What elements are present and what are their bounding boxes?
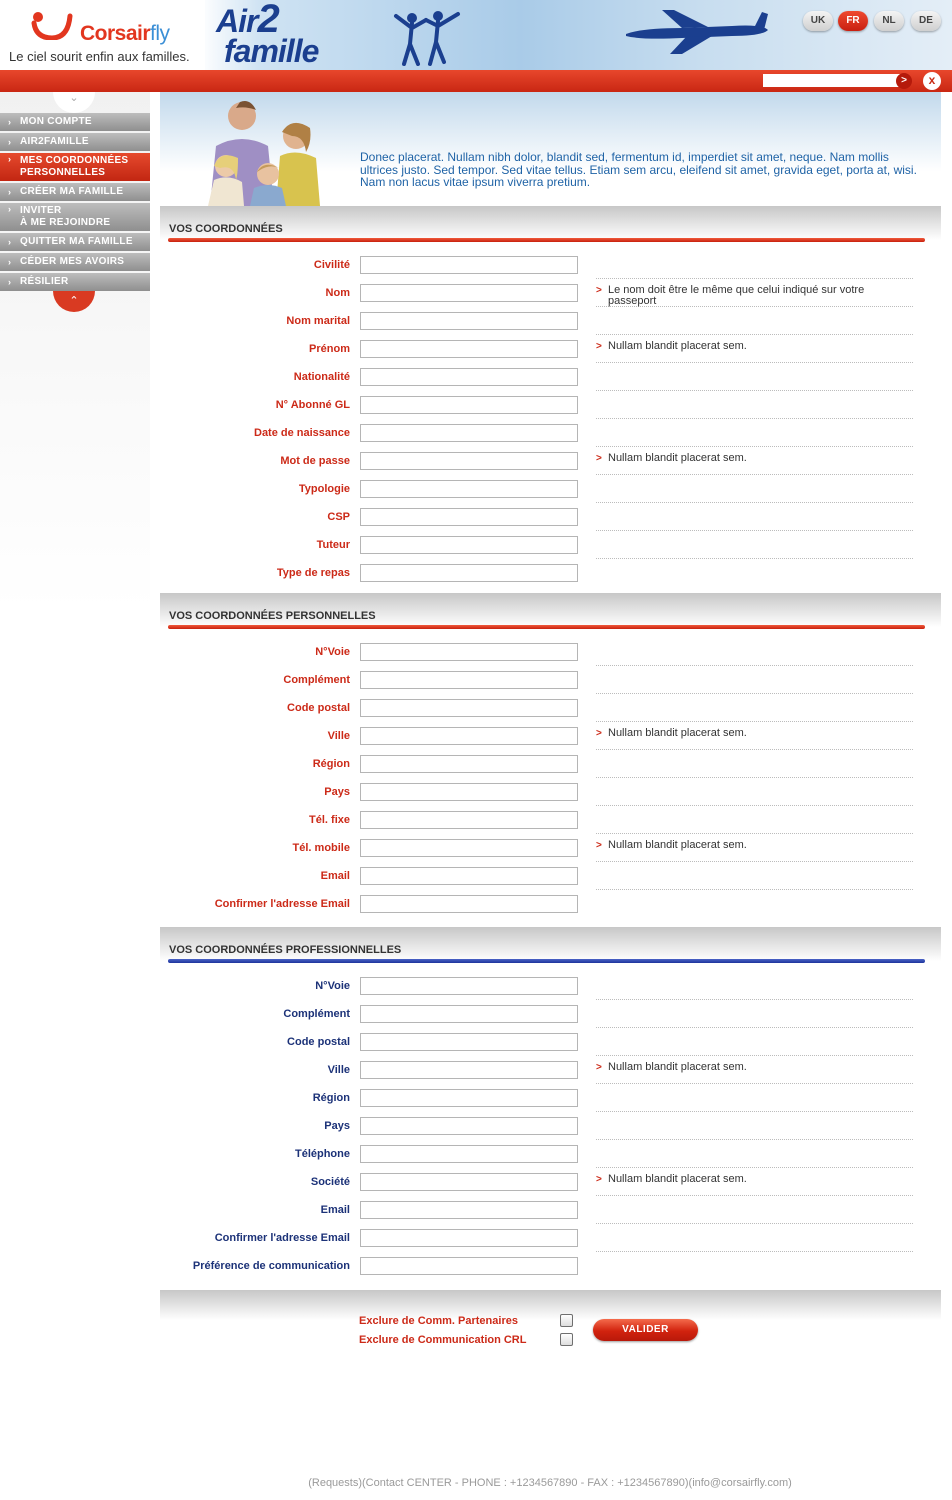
field-label: Tél. fixe — [309, 814, 350, 826]
sidebar-item-quitter-famille[interactable]: › QUITTER MA FAMILLE — [0, 233, 150, 251]
form-row — [160, 396, 941, 424]
field-label: Complément — [283, 674, 350, 686]
sidebar-item-creer-famille[interactable]: › CRÉER MA FAMILLE — [0, 183, 150, 201]
form-row — [160, 312, 941, 340]
form-row — [160, 564, 941, 592]
chevron-right-icon: › — [8, 237, 12, 247]
close-button[interactable]: x — [923, 72, 941, 90]
note-arrow-icon: > — [596, 840, 602, 851]
field-label: Confirmer l'adresse Email — [214, 898, 350, 910]
field-input[interactable] — [360, 811, 578, 829]
footer-contact: (Requests)(Contact CENTER - PHONE : +1234567890 - FAX : +1234567890)(info@corsairfly.com) — [308, 1477, 792, 1489]
form-row — [160, 1257, 941, 1285]
bottom-band — [160, 1290, 941, 1320]
exclude-partners-label: Exclure de Comm. Partenaires — [359, 1315, 518, 1327]
section-title: VOS COORDONNÉES PROFESSIONNELLES — [169, 944, 402, 956]
lang-de-button[interactable]: DE — [911, 11, 941, 31]
note-arrow-icon: > — [596, 453, 602, 464]
form-row — [160, 1173, 941, 1201]
field-label: Ville — [327, 730, 350, 742]
field-label: N°Voie — [315, 980, 350, 992]
note-text: Nullam blandit placerat sem. — [608, 452, 747, 464]
field-input[interactable] — [360, 424, 578, 442]
field-note — [596, 394, 913, 419]
field-label: N° Abonné GL — [275, 399, 350, 411]
form-row — [160, 1229, 941, 1257]
field-note — [596, 1199, 913, 1224]
field-label: Prénom — [309, 343, 350, 355]
header — [0, 0, 952, 70]
field-note — [596, 837, 913, 862]
form-row — [160, 284, 941, 312]
sidebar-item-mon-compte[interactable]: › MON COMPTE — [0, 113, 150, 131]
field-note — [596, 1171, 913, 1196]
field-label: Préférence de communication — [192, 1260, 350, 1272]
field-note — [596, 562, 913, 586]
sidebar-menu — [0, 113, 150, 293]
form-row — [160, 1089, 941, 1117]
field-label: Civilité — [313, 259, 350, 271]
field-note — [596, 1003, 913, 1028]
chevron-down-icon: ⌄ — [69, 92, 79, 104]
form-row — [160, 699, 941, 727]
field-input[interactable] — [360, 340, 578, 358]
field-input[interactable] — [360, 256, 578, 274]
note-arrow-icon: > — [596, 1174, 602, 1185]
note-text: Nullam blandit placerat sem. — [608, 839, 747, 851]
exclude-partners-checkbox[interactable] — [560, 1314, 573, 1327]
field-note — [596, 641, 913, 666]
field-note — [596, 1059, 913, 1084]
sidebar-item-ceder-avoirs[interactable]: › CÉDER MES AVOIRS — [0, 253, 150, 271]
form-row — [160, 1061, 941, 1089]
field-input[interactable] — [360, 1229, 578, 1247]
section-divider — [168, 625, 925, 629]
field-label: Tél. mobile — [292, 842, 350, 854]
form-row — [160, 1005, 941, 1033]
field-input[interactable] — [360, 480, 578, 498]
field-input[interactable] — [360, 839, 578, 857]
field-note — [596, 1031, 913, 1056]
sidebar — [0, 92, 150, 612]
field-input[interactable] — [360, 1061, 578, 1079]
chevron-right-icon: › — [8, 154, 12, 164]
note-text: Nullam blandit placerat sem. — [608, 1173, 747, 1185]
section-divider — [168, 959, 925, 963]
field-label: Typologie — [298, 483, 350, 495]
field-note — [596, 1143, 913, 1168]
field-note — [596, 282, 913, 307]
field-note — [596, 338, 913, 363]
field-note — [596, 506, 913, 531]
exclude-crl-label: Exclure de Communication CRL — [359, 1334, 527, 1346]
field-note — [596, 254, 913, 279]
search-input[interactable] — [763, 74, 904, 87]
field-label: Tuteur — [316, 539, 350, 551]
lang-nl-button[interactable]: NL — [874, 11, 904, 31]
field-label: Pays — [324, 1120, 350, 1132]
field-input[interactable] — [360, 755, 578, 773]
form-row — [160, 727, 941, 755]
field-note — [596, 725, 913, 750]
form-row — [160, 839, 941, 867]
form-row — [160, 755, 941, 783]
field-note — [596, 781, 913, 806]
sidebar-item-mes-coordonnees[interactable]: › MES COORDONNÉES PERSONNELLES — [0, 153, 150, 181]
form-row — [160, 452, 941, 480]
chevron-right-icon: › — [8, 277, 12, 287]
family-photo — [180, 96, 330, 206]
note-text: Le nom doit être le même que celui indiqué sur votre passeport — [608, 284, 865, 307]
field-input[interactable] — [360, 368, 578, 386]
brand-name: Corsairfly — [80, 22, 170, 45]
form-row — [160, 895, 941, 923]
lang-fr-button[interactable]: FR — [838, 11, 868, 31]
section-header-professionnelles — [160, 927, 941, 961]
chevron-up-icon: ⌃ — [69, 295, 79, 307]
form-row — [160, 480, 941, 508]
field-note — [596, 422, 913, 447]
field-input[interactable] — [360, 867, 578, 885]
field-input[interactable] — [360, 1089, 578, 1107]
section-divider — [168, 238, 925, 242]
plane-icon — [622, 6, 772, 56]
chevron-right-icon: › — [8, 137, 12, 147]
note-arrow-icon: > — [596, 341, 602, 352]
section-header-coordonnees — [160, 206, 941, 240]
form-row — [160, 977, 941, 1005]
field-input[interactable] — [360, 1005, 578, 1023]
field-input[interactable] — [360, 643, 578, 661]
sidebar-item-inviter[interactable]: › INVITER À ME REJOINDRE — [0, 203, 150, 231]
field-label: Code postal — [287, 1036, 350, 1048]
field-label: Email — [320, 870, 350, 882]
field-input[interactable] — [360, 699, 578, 717]
intro-text: Donec placerat. Nullam nibh dolor, blandit sed, fermentum id, imperdiet sit amet, neque. Nam mollis ultrices justo. Sed tempor. Sed vitae tellus. Etiam sem arcu, eleifend sit amet, gravida eget, porta at, wisi. Nam non lacus vitae ipsum viverra pretium. — [360, 150, 917, 189]
field-note — [596, 1227, 913, 1252]
note-text: Nullam blandit placerat sem. — [608, 340, 747, 352]
field-note — [596, 809, 913, 834]
field-input[interactable] — [360, 1257, 578, 1275]
field-note — [596, 893, 913, 917]
field-note — [596, 865, 913, 890]
field-label: Confirmer l'adresse Email — [214, 1232, 350, 1244]
section-title: VOS COORDONNÉES — [169, 223, 283, 235]
field-input[interactable] — [360, 727, 578, 745]
field-note — [596, 753, 913, 778]
field-input[interactable] — [360, 1173, 578, 1191]
note-text: Nullam blandit placerat sem. — [608, 1061, 747, 1073]
valider-button[interactable]: VALIDER — [593, 1319, 698, 1341]
field-note — [596, 366, 913, 391]
field-input[interactable] — [360, 396, 578, 414]
form-row — [160, 1201, 941, 1229]
form-row — [160, 867, 941, 895]
field-input[interactable] — [360, 671, 578, 689]
intro-banner — [160, 92, 941, 206]
exclude-crl-checkbox[interactable] — [560, 1333, 573, 1346]
form-row — [160, 368, 941, 396]
air2famille-logo: Air2 famille — [216, 0, 319, 69]
form-row — [160, 643, 941, 671]
family-silhouette-icon — [392, 8, 464, 66]
field-label: Complément — [283, 1008, 350, 1020]
form-row — [160, 1033, 941, 1061]
note-arrow-icon: > — [596, 728, 602, 739]
section-header-personnelles — [160, 593, 941, 627]
field-note — [596, 1087, 913, 1112]
field-label: Nom marital — [286, 315, 350, 327]
form-row — [160, 536, 941, 564]
form-row — [160, 424, 941, 452]
search-go-button[interactable]: > — [896, 73, 912, 89]
tagline: Le ciel sourit enfin aux familles. — [9, 49, 190, 64]
form-row — [160, 340, 941, 368]
field-note — [596, 1255, 913, 1279]
chevron-right-icon: › — [8, 117, 12, 127]
field-input[interactable] — [360, 1117, 578, 1135]
field-input[interactable] — [360, 1033, 578, 1051]
lang-uk-button[interactable]: UK — [803, 11, 833, 31]
scroll-down-knob[interactable] — [53, 291, 95, 312]
field-label: N°Voie — [315, 646, 350, 658]
form-row — [160, 508, 941, 536]
field-label: Nationalité — [293, 371, 350, 383]
field-label: Pays — [324, 786, 350, 798]
field-note — [596, 1115, 913, 1140]
field-input[interactable] — [360, 312, 578, 330]
sidebar-item-air2famille[interactable]: › AIR2FAMILLE — [0, 133, 150, 151]
field-input[interactable] — [360, 783, 578, 801]
chevron-right-icon: › — [8, 204, 12, 214]
field-input[interactable] — [360, 1201, 578, 1219]
corsairfly-logo[interactable] — [0, 0, 205, 70]
field-input[interactable] — [360, 977, 578, 995]
field-input[interactable] — [360, 895, 578, 913]
field-note — [596, 450, 913, 475]
field-label: Région — [312, 1092, 350, 1104]
form-row — [160, 783, 941, 811]
scroll-up-knob[interactable] — [53, 92, 95, 113]
field-label: Téléphone — [294, 1148, 350, 1160]
field-label: Mot de passe — [280, 455, 350, 467]
field-note — [596, 534, 913, 559]
field-label: CSP — [327, 511, 350, 523]
form-row — [160, 1145, 941, 1173]
field-label: Email — [320, 1204, 350, 1216]
chevron-right-icon: › — [8, 187, 12, 197]
field-input[interactable] — [360, 508, 578, 526]
note-arrow-icon: > — [596, 1062, 602, 1073]
note-arrow-icon: > — [596, 285, 602, 296]
field-note — [596, 697, 913, 722]
field-label: Société — [310, 1176, 350, 1188]
field-note — [596, 975, 913, 1000]
field-label: Ville — [327, 1064, 350, 1076]
field-label: Date de naissance — [254, 427, 350, 439]
field-input[interactable] — [360, 564, 578, 582]
field-note — [596, 478, 913, 503]
field-label: Type de repas — [276, 567, 350, 579]
sidebar-item-resilier[interactable]: › RÉSILIER — [0, 273, 150, 291]
form-row — [160, 256, 941, 284]
field-label: Région — [312, 758, 350, 770]
tui-smile-logo — [30, 10, 76, 40]
form-row — [160, 811, 941, 839]
form-row — [160, 671, 941, 699]
note-text: Nullam blandit placerat sem. — [608, 727, 747, 739]
field-input[interactable] — [360, 536, 578, 554]
field-label: Nom — [325, 287, 350, 299]
field-input[interactable] — [360, 284, 578, 302]
field-note — [596, 310, 913, 335]
field-label: Code postal — [287, 702, 350, 714]
field-input[interactable] — [360, 452, 578, 470]
chevron-right-icon: › — [8, 257, 12, 267]
section-title: VOS COORDONNÉES PERSONNELLES — [169, 610, 376, 622]
field-input[interactable] — [360, 1145, 578, 1163]
field-note — [596, 669, 913, 694]
form-row — [160, 1117, 941, 1145]
